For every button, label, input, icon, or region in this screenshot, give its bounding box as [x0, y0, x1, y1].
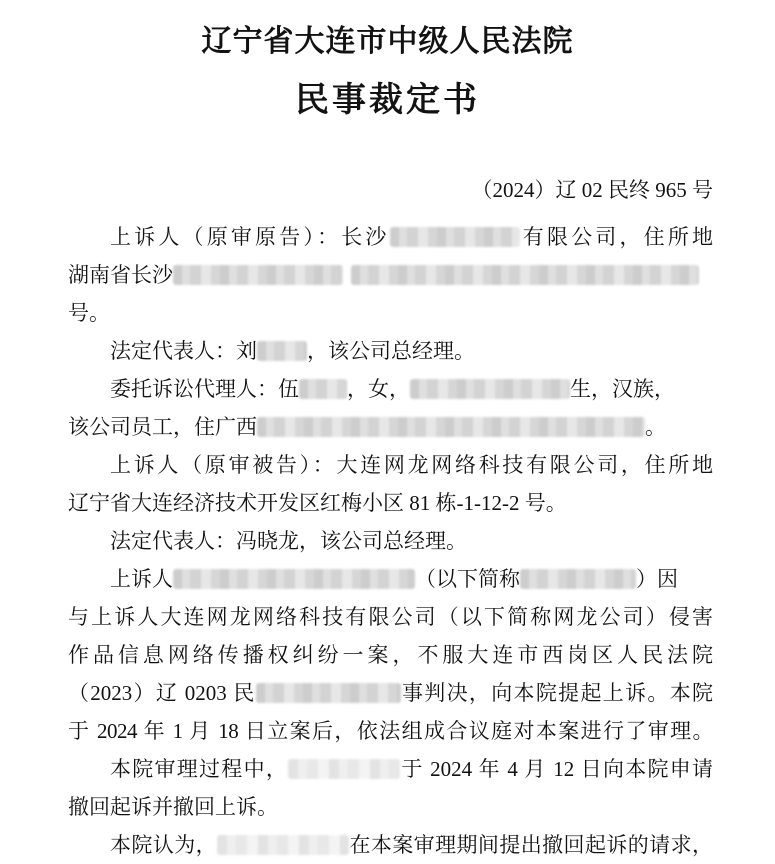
redaction-block [217, 835, 349, 855]
document-type-title: 民事裁定书 [295, 82, 480, 119]
document-line [68, 598, 713, 636]
document-line [68, 522, 713, 560]
court-name-title: 辽宁省大连市中级人民法院 [201, 25, 574, 58]
text-run: 本院认为， [110, 833, 218, 857]
text-run: 委托诉讼代理人：伍 [110, 377, 299, 401]
document-line [68, 674, 713, 712]
document-line [68, 218, 713, 256]
redaction-block [410, 379, 570, 399]
text-run: 号。 [68, 301, 110, 325]
document-line [68, 712, 713, 750]
text-run: 上诉人（原审被告）：大连网龙网络科技有限公司，住所地 [110, 453, 713, 477]
text-run: 生，汉族， [570, 377, 675, 401]
text-run: 上诉人 [110, 567, 173, 591]
document-line [68, 636, 713, 674]
document-line [68, 446, 713, 484]
redaction-block [288, 759, 400, 779]
redaction-block [520, 569, 636, 589]
document-line [68, 750, 713, 788]
text-run: 撤回起诉并撤回上诉。 [68, 795, 278, 819]
redaction-block [257, 417, 645, 437]
text-run: 法定代表人：刘 [110, 339, 257, 363]
text-run: 该公司员工，住广西 [68, 415, 257, 439]
text-run: 本院审理过程中， [110, 757, 289, 781]
text-run: ）因 [636, 567, 678, 591]
redaction-block [351, 265, 699, 285]
document-line [68, 788, 713, 826]
redaction-block [299, 379, 347, 399]
text-run: 有限公司，住所地 [519, 225, 713, 249]
text-run: 与上诉人大连网龙网络科技有限公司（以下简称网龙公司）侵害 [68, 605, 713, 629]
document-line [68, 370, 713, 408]
text-run: （2023）辽 0203 民 [68, 681, 256, 705]
case-number: （2024）辽 02 民终 965 号 [471, 178, 713, 202]
text-run: 事判决，向本院提起上诉。本院 [400, 681, 713, 705]
text-run: 。 [645, 415, 666, 439]
text-run: 湖南省长沙 [68, 263, 173, 287]
document-line [68, 826, 713, 864]
redaction-block [390, 227, 520, 247]
document-line [68, 294, 713, 332]
text-run: 于 2024 年 1 月 18 日立案后，依法组成合议庭对本案进行了审理。 [68, 719, 713, 743]
redaction-block [173, 569, 415, 589]
text-run: 在本案审理期间提出撤回起诉的请求， [349, 833, 713, 857]
document-line [68, 408, 713, 446]
document-body [68, 218, 713, 864]
text-run: （以下简称 [415, 567, 520, 591]
text-run: 法定代表人：冯晓龙，该公司总经理。 [110, 529, 467, 553]
text-run: ，女， [347, 377, 410, 401]
redaction-block [257, 341, 307, 361]
document-line [68, 560, 713, 598]
text-run: 辽宁省大连经济技术开发区红梅小区 81 栋-1-12-2 号。 [68, 491, 567, 515]
text-run: 上诉人（原审原告）：长沙 [110, 225, 390, 249]
document-line [68, 256, 713, 294]
text-run: 于 2024 年 4 月 12 日向本院申请 [400, 757, 713, 781]
redaction-block [173, 265, 343, 285]
document-line [68, 332, 713, 370]
document-line [68, 484, 713, 522]
text-run: ，该公司总经理。 [307, 339, 475, 363]
text-run: 作品信息网络传播权纠纷一案，不服大连市西岗区人民法院 [68, 643, 713, 667]
redaction-block [256, 683, 401, 703]
